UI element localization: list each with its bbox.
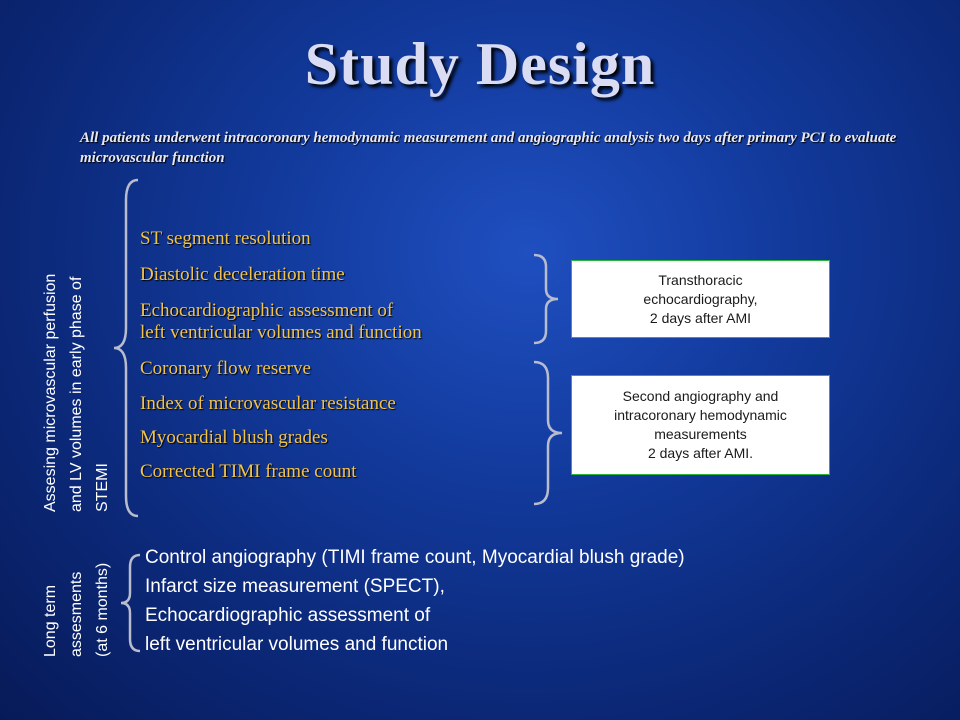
list-item: Coronary flow reserve [140,358,311,379]
list-item: ST segment resolution [140,228,311,249]
long-term-list [145,543,685,659]
list-item: Index of microvascular resistance [140,393,396,414]
early-phase-label-line: STEMI [94,463,111,512]
early-phase-label-line: Assesing microvascular perfusion [42,273,59,512]
echo-box-line: Transthoracic [658,271,743,288]
list-item: Echocardiographic assessment of [140,300,394,321]
early-phase-brace [110,178,142,518]
angio-box-line: intracoronary hemodynamic [614,407,787,423]
slide-title: Study Design [304,31,656,97]
angio-box-line: Second angiography and [622,388,779,404]
list-item: Echocardiographic assessment of [145,605,431,626]
long-term-label-line: assesments [68,571,85,657]
list-item: Myocardial blush grades [140,427,328,448]
early-phase-label [38,274,116,512]
angio-box-line: 2 days after AMI. [647,445,754,461]
long-term-label-line: Long term [42,584,59,657]
list-item: Control angiography (TIMI frame count, Myocardial blush grade) [145,547,685,568]
long-term-label [38,563,116,657]
list-item: left ventricular volumes and function [140,322,422,343]
list-item: left ventricular volumes and function [145,634,449,655]
early-phase-list [140,228,540,483]
list-item: Infarct size measurement (SPECT), [145,576,445,597]
early-phase-label-line: and LV volumes in early phase of [68,276,85,512]
angio-box-line: measurements [654,426,747,442]
long-term-brace [118,553,144,653]
long-term-label-line: (at 6 months) [94,562,111,657]
angio-box [571,375,830,475]
echo-box [571,260,830,338]
list-item: Diastolic deceleration time [140,264,345,285]
list-item: Corrected TIMI frame count [140,461,357,482]
echo-box-line: echocardiography, [643,290,758,307]
slide-subtitle: All patients underwent intracoronary hemodynamic measurement and angiographic analysis two days after primary PCI to evaluate microvascular function [80,130,897,166]
echo-box-line: 2 days after AMI [649,309,752,326]
